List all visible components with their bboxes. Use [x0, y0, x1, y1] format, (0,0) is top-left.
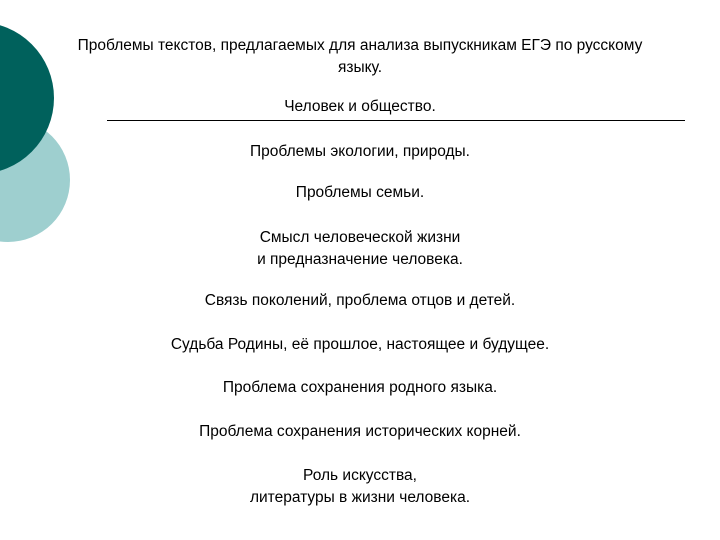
list-item: Проблемы экологии, природы. — [250, 143, 470, 160]
list-item: Проблема сохранения родного языка. — [222, 379, 498, 396]
list-item: Проблема сохранения исторических корней. — [199, 423, 521, 440]
list-item: Связь поколений, проблема отцов и детей. — [204, 292, 516, 309]
list-item: Роль искусства, литературы в жизни человека. — [249, 467, 470, 506]
list-item: Судьба Родины, её прошлое, настоящее и будущее. — [170, 336, 550, 353]
list-item: Смысл человеческой жизни и предназначение человека. — [257, 229, 463, 268]
page-title: Проблемы текстов, предлагаемых для анализа выпускникам ЕГЭ по русскому языку. — [77, 37, 643, 76]
list-item: Человек и общество. — [284, 98, 436, 115]
divider — [107, 120, 685, 121]
list-item: Проблемы семьи. — [295, 184, 425, 201]
